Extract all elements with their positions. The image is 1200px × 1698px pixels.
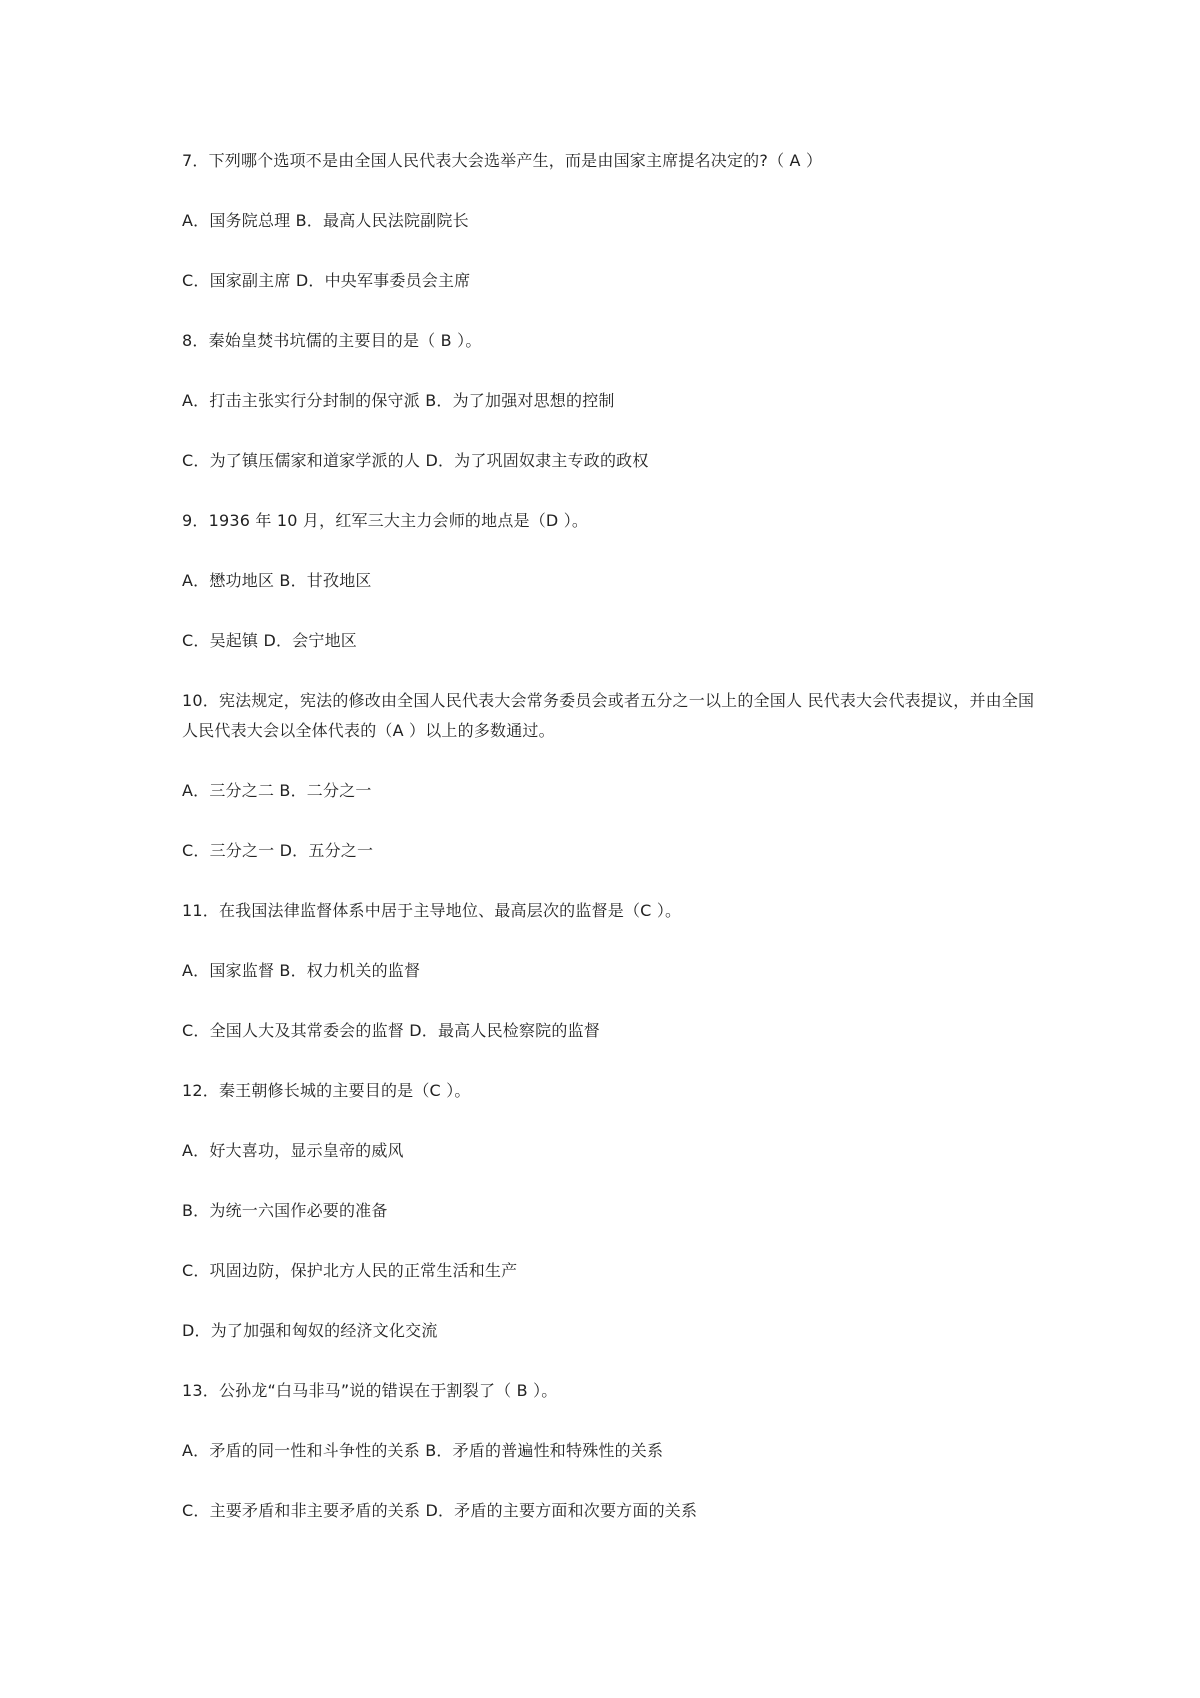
question-10-text: 10．宪法规定，宪法的修改由全国人民代表大会常务委员会或者五分之一以上的全国人 民代表大会代表提议，并由全国人民代表大会以全体代表的（A ）以上的多数通过。 — [182, 691, 1035, 740]
question-11-text: 11．在我国法律监督体系中居于主导地位、最高层次的监督是（C ）。 — [182, 901, 682, 920]
question-8-options-cd: C．为了镇压儒家和道家学派的人 D．为了巩固奴隶主专政的政权 — [182, 451, 649, 470]
question-11-options-cd: C．全国人大及其常委会的监督 D．最高人民检察院的监督 — [182, 1021, 600, 1040]
question-10-options-cd: C．三分之一 D．五分之一 — [182, 841, 374, 860]
question-13-text: 13．公孙龙“白马非马”说的错误在于割裂了（ B ）。 — [182, 1381, 558, 1400]
question-12-option-d: D．为了加强和匈奴的经济文化交流 — [182, 1321, 438, 1340]
question-7-options-ab: A．国务院总理 B．最高人民法院副院长 — [182, 211, 469, 230]
question-12-option-a: A．好大喜功，显示皇帝的威风 — [182, 1141, 404, 1160]
question-12-option-c: C．巩固边防，保护北方人民的正常生活和生产 — [182, 1261, 518, 1280]
question-13-options-ab: A．矛盾的同一性和斗争性的关系 B．矛盾的普遍性和特殊性的关系 — [182, 1441, 664, 1460]
question-12-option-b: B．为统一六国作必要的准备 — [182, 1201, 388, 1220]
question-9-options-ab: A．懋功地区 B．甘孜地区 — [182, 571, 372, 590]
question-8-text: 8．秦始皇焚书坑儒的主要目的是（ B ）。 — [182, 331, 482, 350]
question-11-options-ab: A．国家监督 B．权力机关的监督 — [182, 961, 421, 980]
question-9-options-cd: C．吴起镇 D．会宁地区 — [182, 631, 357, 650]
question-12-text: 12．秦王朝修长城的主要目的是（C ）。 — [182, 1081, 471, 1100]
question-10-options-ab: A．三分之二 B．二分之一 — [182, 781, 372, 800]
question-7-options-cd: C．国家副主席 D．中央军事委员会主席 — [182, 271, 471, 290]
question-8-options-ab: A．打击主张实行分封制的保守派 B．为了加强对思想的控制 — [182, 391, 615, 410]
question-13-options-cd: C．主要矛盾和非主要矛盾的关系 D．矛盾的主要方面和次要方面的关系 — [182, 1501, 698, 1520]
question-9-text: 9．1936 年 10 月，红军三大主力会师的地点是（D ）。 — [182, 511, 589, 530]
question-7-text: 7．下列哪个选项不是由全国人民代表大会选举产生，而是由国家主席提名决定的?（ A ） — [182, 151, 823, 170]
